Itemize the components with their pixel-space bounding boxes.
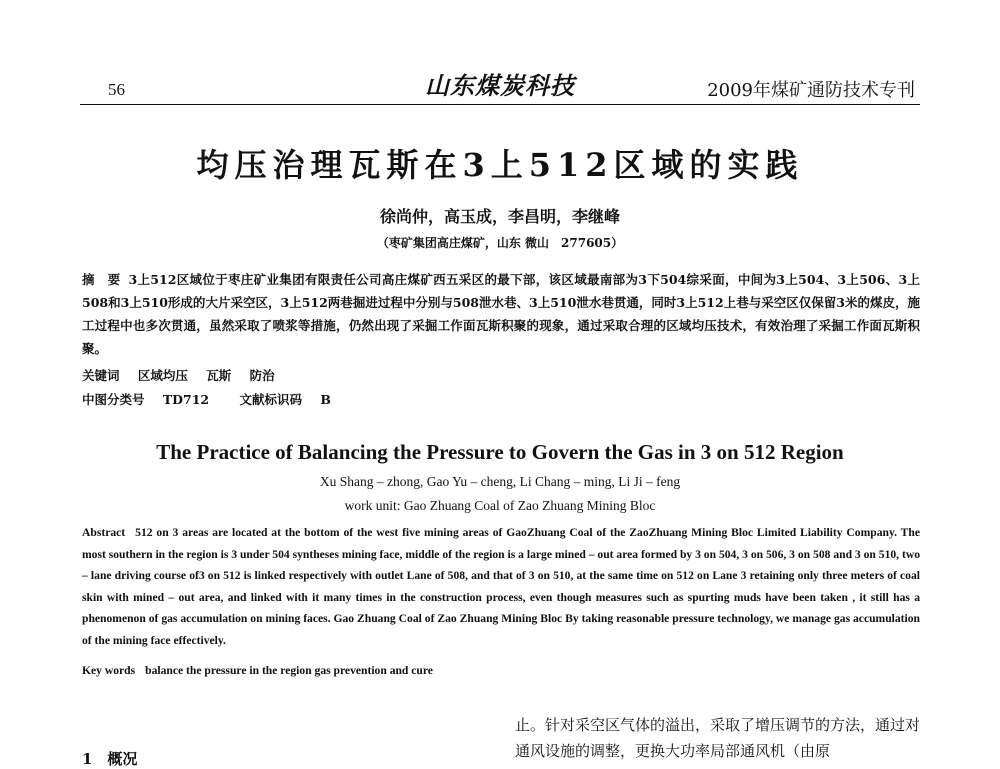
page-number: 56 bbox=[108, 80, 125, 99]
doc-code: B bbox=[320, 392, 331, 407]
cn-keywords-label: 关键词 bbox=[82, 368, 120, 383]
cn-classification bbox=[82, 390, 345, 408]
cn-affiliation: （枣矿集团高庄煤矿，山东 微山 277605） bbox=[376, 236, 624, 250]
cn-keyword: 防治 bbox=[249, 368, 275, 383]
issue-title: 2009年煤矿通防技术专刊 bbox=[707, 80, 915, 101]
en-abstract-label: Abstract bbox=[82, 526, 126, 539]
cn-keyword: 瓦斯 bbox=[206, 368, 232, 383]
en-title: The Practice of Balancing the Pressure to Govern the Gas in 3 on 512 Region bbox=[156, 440, 844, 464]
journal-logo: 山东煤炭科技 bbox=[425, 71, 575, 100]
header-rule bbox=[80, 104, 920, 105]
en-abstract-text: 512 on 3 areas are located at the bottom of the west five mining areas of GaoZhuang Coal of the ZaoZhuang Mining Bloc Limited Liability Company. The most southern in the region is 3 under 504 syntheses mining face, middle of the region is a large mined – out area formed by 3 on 504, 3 on 506, 3 on 508 and 3 on 510, two – lane driving course of3 on 512 is linked respectively with outlet Lane of 508, and that of 3 on 510, at the same time on 512 on Lane 3 retaining only three meters of coal skin with mined – out area, and linked with it many times in the construction process, even though measures such as spurting muds have been taken , it still has a phenomenon of gas accumulation on mining faces. Gao Zhuang Coal of Zao Zhuang Mining Bloc By taking reasonable pressure technology, we manage gas accumulation of the mining face effectively. bbox=[82, 526, 920, 647]
cn-abstract bbox=[82, 268, 920, 360]
cn-authors: 徐尚仲，高玉成，李昌明，李继峰 bbox=[379, 207, 620, 226]
en-keywords bbox=[82, 664, 433, 677]
cn-abstract-label: 摘 要 bbox=[82, 272, 121, 287]
en-abstract bbox=[82, 522, 920, 652]
section-heading: 1 概况 bbox=[82, 750, 138, 768]
cn-title: 均压治理瓦斯在3上512区域的实践 bbox=[196, 146, 804, 184]
doc-label: 文献标识码 bbox=[239, 392, 302, 407]
en-keywords-label: Key words bbox=[82, 664, 136, 677]
cn-keyword: 区域均压 bbox=[137, 368, 188, 383]
en-affiliation: work unit: Gao Zhuang Coal of Zao Zhuang Mining Bloc bbox=[344, 498, 656, 513]
body-right-column: 止。针对采空区气体的溢出，采取了增压调节的方法，通过对通风设施的调整，更换大功率局部通风机（由原 bbox=[515, 716, 921, 760]
en-keywords-text: balance the pressure in the region gas prevention and cure bbox=[145, 664, 433, 677]
class-code: TD712 bbox=[162, 392, 210, 407]
en-authors: Xu Shang – zhong, Gao Yu – cheng, Li Chang – ming, Li Ji – feng bbox=[319, 474, 681, 489]
cn-abstract-text: 3上512区域位于枣庄矿业集团有限责任公司高庄煤矿西五采区的最下部，该区域最南部为3下504综采面，中间为3上504、3上506、3上508和3上510形成的大片采空区，3上512两巷掘进过程中分别与508泄水巷、3上510泄水巷贯通，同时3上512上巷与采空区仅保留3米的煤皮，施工过程中也多次贯通，虽然采取了喷浆等措施，仍然出现了采掘工作面瓦斯积聚的现象，通过采取合理的区域均压技术，有效治理了采掘工作面瓦斯积聚。 bbox=[82, 272, 920, 356]
class-label: 中图分类号 bbox=[82, 392, 145, 407]
cn-keywords bbox=[82, 366, 289, 384]
